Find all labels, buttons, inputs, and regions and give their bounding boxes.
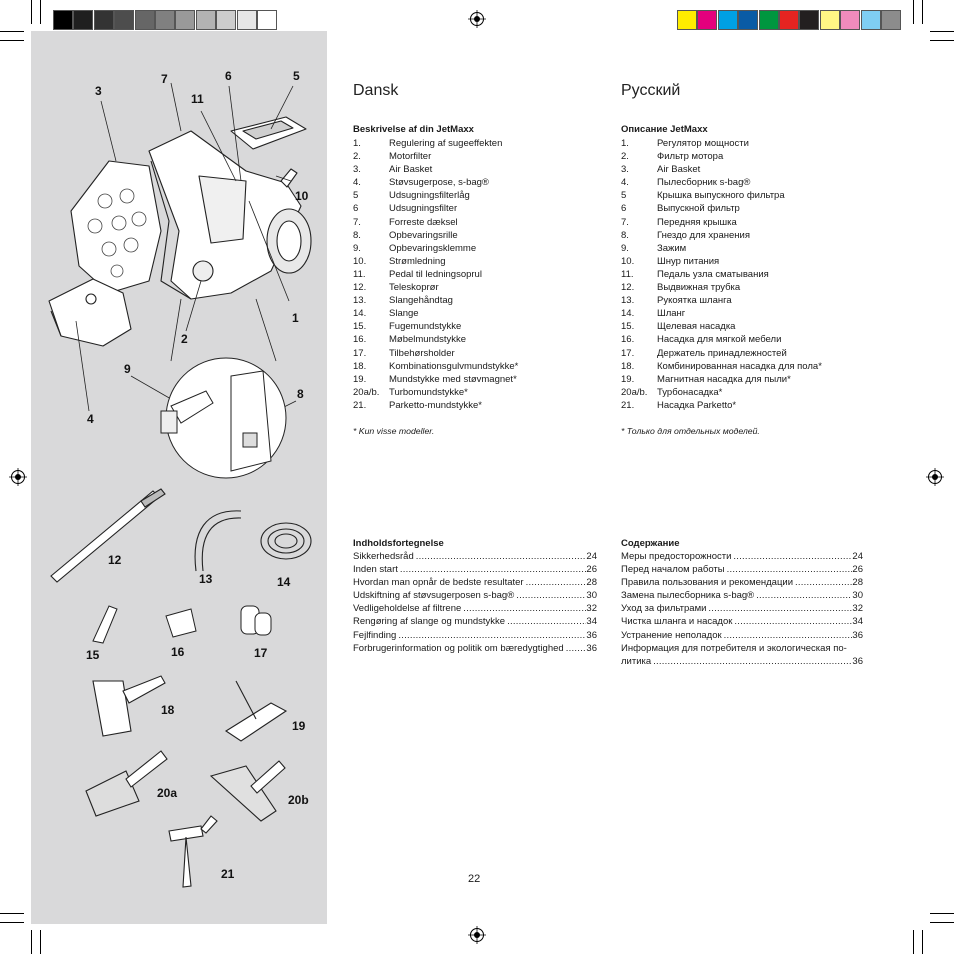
footnote-russian: * Только для отдельных моделей. bbox=[621, 426, 760, 436]
part-name: Air Basket bbox=[389, 164, 433, 176]
part-name: Держатель принадлежностей bbox=[657, 347, 787, 359]
toc-page-number: 32 bbox=[586, 603, 597, 615]
part-number: 9. bbox=[621, 242, 629, 254]
part-number: 7. bbox=[353, 216, 361, 228]
parts-list-item bbox=[353, 360, 593, 373]
dust-magnet-nozzle-icon bbox=[226, 703, 286, 741]
parts-list-item bbox=[621, 150, 871, 163]
registration-mark-icon bbox=[926, 468, 944, 486]
part-name: Regulering af sugeeffekten bbox=[389, 138, 503, 149]
toc-leader bbox=[396, 629, 586, 642]
toc-entry-title: Rengøring af slange og mundstykke bbox=[353, 616, 506, 628]
parts-list-dansk bbox=[353, 137, 593, 412]
color-swatch bbox=[718, 10, 738, 30]
toc-page-number: 32 bbox=[852, 603, 863, 615]
part-name: Комбинированная насадка для пола* bbox=[657, 360, 822, 372]
toc-entry-title: Inden start bbox=[353, 564, 398, 576]
toc-entry[interactable] bbox=[621, 629, 863, 642]
part-number: 20a/b. bbox=[621, 386, 648, 398]
parts-list-item bbox=[353, 189, 593, 202]
toc-page-number: 24 bbox=[852, 551, 863, 562]
part-name: Strømledning bbox=[389, 255, 446, 267]
parts-list-item bbox=[621, 320, 871, 333]
toc-page-number: 26 bbox=[586, 564, 597, 576]
toc-entry-title: Перед началом работы bbox=[621, 564, 725, 576]
toc-page-number: 30 bbox=[586, 590, 597, 602]
language-title-dansk: Dansk bbox=[353, 82, 399, 99]
registration-mark-icon bbox=[468, 10, 486, 28]
toc-entry-title: Правила пользования и рекомендации bbox=[621, 577, 794, 589]
parts-list-item bbox=[621, 347, 871, 360]
toc-title-russian: Содержание bbox=[621, 538, 680, 549]
color-swatch bbox=[677, 10, 697, 30]
parts-list-item bbox=[621, 202, 871, 215]
color-swatch bbox=[799, 10, 819, 30]
air-basket-icon bbox=[71, 161, 161, 293]
part-name: Mundstykke med støvmagnet* bbox=[389, 373, 517, 385]
part-name: Шланг bbox=[657, 308, 686, 320]
part-number: 17. bbox=[621, 347, 635, 359]
part-name: Регулятор мощности bbox=[657, 138, 749, 149]
toc-leader bbox=[651, 655, 852, 668]
toc-entry-title: Forbrugerinformation og politik om bæredygtighed bbox=[353, 642, 564, 654]
toc-entry[interactable] bbox=[621, 550, 863, 563]
toc-entry-title: Vedligeholdelse af filtrene bbox=[353, 603, 462, 615]
parts-list-item bbox=[353, 255, 593, 268]
language-title-russian: Русский bbox=[621, 82, 681, 99]
part-name: Магнитная насадка для пыли* bbox=[657, 373, 791, 385]
label-20b: 20b bbox=[288, 793, 309, 807]
toc-leader bbox=[706, 602, 852, 615]
toc-page-number: 36 bbox=[586, 642, 597, 654]
part-name: Зажим bbox=[657, 242, 687, 254]
toc-page-number: 36 bbox=[852, 629, 863, 641]
part-number: 15. bbox=[353, 321, 367, 333]
color-swatch bbox=[155, 10, 175, 30]
part-name: Kombinationsgulvmundstykke* bbox=[389, 360, 519, 372]
parts-list-item bbox=[353, 373, 593, 386]
part-name: Пылесборник s-bag® bbox=[657, 177, 751, 189]
parts-list-item bbox=[621, 137, 871, 150]
toc-entry[interactable] bbox=[353, 615, 597, 628]
color-swatch bbox=[840, 10, 860, 30]
toc-leader bbox=[398, 563, 587, 576]
part-name: Parketto-mundstykke* bbox=[389, 399, 482, 411]
color-swatch bbox=[175, 10, 195, 30]
part-name: Гнездо для хранения bbox=[657, 229, 750, 241]
part-number: 12. bbox=[621, 282, 635, 294]
toc-entry[interactable] bbox=[353, 602, 597, 615]
label-17: 17 bbox=[254, 646, 268, 660]
label-2: 2 bbox=[181, 332, 188, 346]
part-number: 8. bbox=[353, 229, 361, 241]
part-name: Slangehåndtag bbox=[389, 295, 453, 307]
toc-entry-title: Уход за фильтрами bbox=[621, 603, 707, 615]
toc-page-number: 34 bbox=[586, 616, 597, 628]
part-name: Fugemundstykke bbox=[389, 321, 462, 333]
toc-leader bbox=[414, 550, 587, 563]
part-number: 13. bbox=[621, 295, 635, 307]
parts-list-item bbox=[353, 176, 593, 189]
part-number: 14. bbox=[621, 308, 635, 320]
color-swatch bbox=[820, 10, 840, 30]
toc-entry[interactable] bbox=[621, 589, 863, 602]
part-number: 10. bbox=[621, 255, 635, 267]
part-number: 13. bbox=[353, 295, 367, 307]
part-name: Насадка для мягкой мебели bbox=[657, 334, 782, 346]
part-number: 6 bbox=[621, 203, 627, 215]
color-swatch bbox=[257, 10, 277, 30]
parts-list-item bbox=[621, 307, 871, 320]
part-name: Рукоятка шланга bbox=[657, 295, 732, 307]
label-1: 1 bbox=[292, 311, 299, 325]
part-number: 19. bbox=[621, 373, 635, 385]
parts-list-item bbox=[353, 202, 593, 215]
part-number: 1. bbox=[621, 138, 629, 149]
parts-list-item bbox=[621, 373, 871, 386]
parts-list-item bbox=[621, 255, 871, 268]
parts-list-item bbox=[353, 294, 593, 307]
label-9: 9 bbox=[124, 362, 131, 376]
part-number: 11. bbox=[621, 268, 634, 280]
parts-list-item bbox=[353, 386, 593, 399]
label-19: 19 bbox=[292, 719, 306, 733]
part-name: Air Basket bbox=[657, 164, 701, 176]
part-number: 11. bbox=[353, 268, 366, 280]
parts-list-item bbox=[353, 399, 593, 412]
parts-list-item bbox=[353, 268, 593, 281]
toc-page-number: 28 bbox=[586, 577, 597, 589]
label-12: 12 bbox=[108, 553, 122, 567]
parts-list-item bbox=[621, 176, 871, 189]
toc-page-number: 34 bbox=[852, 616, 863, 628]
part-number: 7. bbox=[621, 216, 629, 228]
part-name: Крышка выпускного фильтра bbox=[657, 190, 785, 202]
color-swatch bbox=[759, 10, 779, 30]
part-number: 21. bbox=[621, 399, 635, 411]
parts-list-item bbox=[353, 307, 593, 320]
label-20a: 20a bbox=[157, 786, 178, 800]
toc-title-dansk: Indholdsfortegnelse bbox=[353, 538, 444, 549]
part-name: Выдвижная трубка bbox=[657, 282, 741, 294]
parts-list-item bbox=[621, 333, 871, 346]
part-name: Opbevaringsklemme bbox=[389, 242, 477, 254]
label-18: 18 bbox=[161, 703, 175, 717]
part-name: Slange bbox=[389, 308, 419, 320]
toc-entry[interactable] bbox=[353, 589, 597, 602]
toc-entry-title: Fejlfinding bbox=[353, 629, 397, 641]
part-name: Opbevaringsrille bbox=[389, 229, 458, 241]
toc-leader bbox=[524, 576, 587, 589]
color-swatch bbox=[237, 10, 257, 30]
parts-list-item bbox=[621, 268, 871, 281]
part-name: Выпускной фильтр bbox=[657, 203, 740, 215]
toc-entry[interactable] bbox=[621, 576, 863, 589]
toc-page-number: 36 bbox=[586, 629, 597, 641]
color-swatch bbox=[114, 10, 134, 30]
part-name: Шнур питания bbox=[657, 255, 720, 267]
toc-entry[interactable] bbox=[353, 563, 597, 576]
part-number: 18. bbox=[353, 360, 367, 372]
part-number: 16. bbox=[621, 334, 635, 346]
label-5: 5 bbox=[293, 69, 300, 83]
part-name: Forreste dæksel bbox=[389, 216, 458, 228]
toc-list-russian bbox=[621, 550, 863, 668]
part-name: Педаль узла сматывания bbox=[657, 268, 769, 280]
part-number: 6 bbox=[353, 203, 359, 215]
part-name: Teleskoprør bbox=[389, 282, 439, 294]
part-number: 2. bbox=[621, 151, 629, 163]
toc-entry[interactable] bbox=[621, 655, 863, 668]
page-number: 22 bbox=[468, 873, 481, 885]
parts-list-item bbox=[353, 281, 593, 294]
crevice-tool-icon bbox=[93, 606, 117, 643]
part-name: Turbomundstykke* bbox=[389, 386, 468, 398]
label-13: 13 bbox=[199, 572, 213, 586]
label-10: 10 bbox=[295, 189, 309, 203]
part-name: Насадка Parketto* bbox=[657, 399, 737, 411]
toc-entry[interactable] bbox=[353, 576, 597, 589]
toc-leader bbox=[754, 589, 852, 602]
toc-leader bbox=[732, 615, 852, 628]
label-11: 11 bbox=[191, 92, 204, 106]
toc-leader bbox=[725, 563, 853, 576]
toc-entry-title: Меры предосторожности bbox=[621, 551, 732, 562]
toc-entry[interactable] bbox=[621, 602, 863, 615]
registration-mark-icon bbox=[468, 926, 486, 944]
toc-leader bbox=[564, 642, 587, 655]
toc-entry[interactable] bbox=[353, 629, 597, 642]
part-number: 20a/b. bbox=[353, 386, 380, 398]
part-number: 1. bbox=[353, 138, 361, 149]
vacuum-illustration bbox=[31, 31, 327, 924]
toc-entry-title: Информация для потребителя и экологическая по- bbox=[621, 642, 847, 654]
toc-leader bbox=[514, 589, 586, 602]
part-number: 12. bbox=[353, 282, 367, 294]
toc-entry-title: Чистка шланга и насадок bbox=[621, 616, 733, 628]
label-3: 3 bbox=[95, 84, 102, 98]
part-number: 15. bbox=[621, 321, 635, 333]
label-15: 15 bbox=[86, 648, 100, 662]
parts-list-item bbox=[621, 360, 871, 373]
part-number: 3. bbox=[353, 164, 361, 176]
part-number: 19. bbox=[353, 373, 367, 385]
color-swatch bbox=[135, 10, 155, 30]
part-number: 14. bbox=[353, 308, 367, 320]
toc-entry[interactable] bbox=[353, 550, 597, 563]
upholstery-nozzle-icon bbox=[166, 609, 196, 637]
toc-leader bbox=[793, 576, 852, 589]
registration-mark-icon bbox=[9, 468, 27, 486]
part-name: Щелевая насадка bbox=[657, 321, 736, 333]
part-number: 4. bbox=[621, 177, 629, 189]
color-swatch bbox=[779, 10, 799, 30]
toc-entry[interactable] bbox=[621, 615, 863, 628]
parts-list-item bbox=[353, 150, 593, 163]
color-swatch bbox=[697, 10, 717, 30]
parts-list-russian bbox=[621, 137, 871, 412]
part-name: Motorfilter bbox=[389, 151, 432, 163]
part-number: 21. bbox=[353, 399, 367, 411]
toc-entry[interactable] bbox=[621, 563, 863, 576]
toc-entry-title: литика bbox=[621, 655, 652, 667]
toc-page-number: 36 bbox=[852, 655, 863, 667]
toc-entry[interactable] bbox=[621, 642, 863, 655]
toc-leader bbox=[731, 550, 852, 563]
label-8: 8 bbox=[297, 387, 304, 401]
parts-title-russian: Описание JetMaxx bbox=[621, 124, 708, 135]
parts-list-item bbox=[621, 294, 871, 307]
toc-list-dansk bbox=[353, 550, 597, 655]
toc-entry-title: Hvordan man opnår de bedste resultater bbox=[353, 577, 524, 589]
footnote-dansk: * Kun visse modeller. bbox=[353, 426, 435, 436]
label-16: 16 bbox=[171, 645, 185, 659]
part-number: 8. bbox=[621, 229, 629, 241]
parts-list-item bbox=[353, 229, 593, 242]
toc-entry-title: Udskiftning af støvsugerposen s-bag® bbox=[353, 590, 515, 602]
color-swatch bbox=[73, 10, 93, 30]
part-name: Støvsugerpose, s-bag® bbox=[389, 177, 489, 189]
part-name: Фильтр мотора bbox=[657, 151, 724, 163]
color-swatch bbox=[216, 10, 236, 30]
toc-page-number: 28 bbox=[852, 577, 863, 589]
part-name: Møbelmundstykke bbox=[389, 334, 467, 346]
part-number: 9. bbox=[353, 242, 361, 254]
part-number: 10. bbox=[353, 255, 367, 267]
part-number: 16. bbox=[353, 334, 367, 346]
toc-entry-title: Sikkerhedsråd bbox=[353, 551, 414, 562]
part-name: Udsugningsfilter bbox=[389, 203, 458, 215]
label-14: 14 bbox=[277, 575, 291, 589]
toc-leader bbox=[722, 629, 853, 642]
label-4: 4 bbox=[87, 412, 94, 426]
part-number: 2. bbox=[353, 151, 361, 163]
part-name: Передняя крышка bbox=[657, 216, 737, 228]
part-number: 5 bbox=[353, 190, 359, 202]
label-6: 6 bbox=[225, 69, 232, 83]
parts-list-item bbox=[621, 229, 871, 242]
combination-nozzle-icon bbox=[93, 681, 131, 736]
part-number: 18. bbox=[621, 360, 635, 372]
color-swatch bbox=[861, 10, 881, 30]
part-number: 17. bbox=[353, 347, 367, 359]
parts-list-item bbox=[353, 347, 593, 360]
parts-list-item bbox=[353, 242, 593, 255]
toc-page-number: 30 bbox=[852, 590, 863, 602]
parts-list-item bbox=[621, 399, 871, 412]
parts-title-dansk: Beskrivelse af din JetMaxx bbox=[353, 124, 474, 135]
part-number: 4. bbox=[353, 177, 361, 189]
part-name: Турбонасадка* bbox=[657, 386, 723, 398]
toc-leader bbox=[461, 602, 586, 615]
part-name: Tilbehørsholder bbox=[389, 347, 455, 359]
label-21: 21 bbox=[221, 867, 235, 881]
color-swatch bbox=[881, 10, 901, 30]
parts-list-item bbox=[353, 137, 593, 150]
parts-list-item bbox=[621, 216, 871, 229]
part-number: 3. bbox=[621, 164, 629, 176]
toc-entry-title: Устранение неполадок bbox=[621, 629, 722, 641]
parts-list-item bbox=[621, 281, 871, 294]
parts-list-item bbox=[621, 189, 871, 202]
color-swatch bbox=[738, 10, 758, 30]
part-name: Pedal til ledningsoprul bbox=[389, 268, 482, 280]
toc-entry-title: Замена пылесборника s-bag® bbox=[621, 590, 755, 602]
parts-list-item bbox=[353, 163, 593, 176]
toc-leader bbox=[505, 615, 586, 628]
parts-list-item bbox=[353, 320, 593, 333]
part-number: 5 bbox=[621, 190, 627, 202]
parts-list-item bbox=[621, 386, 871, 399]
color-swatch bbox=[53, 10, 73, 30]
label-7: 7 bbox=[161, 72, 168, 86]
toc-page-number: 26 bbox=[852, 564, 863, 576]
toc-page-number: 24 bbox=[586, 551, 597, 562]
color-swatch bbox=[196, 10, 216, 30]
parts-list-item bbox=[621, 242, 871, 255]
color-swatch bbox=[94, 10, 114, 30]
parts-list-item bbox=[353, 216, 593, 229]
toc-entry[interactable] bbox=[353, 642, 597, 655]
parts-list-item bbox=[621, 163, 871, 176]
part-name: Udsugningsfilterlåg bbox=[389, 190, 470, 202]
parts-list-item bbox=[353, 333, 593, 346]
